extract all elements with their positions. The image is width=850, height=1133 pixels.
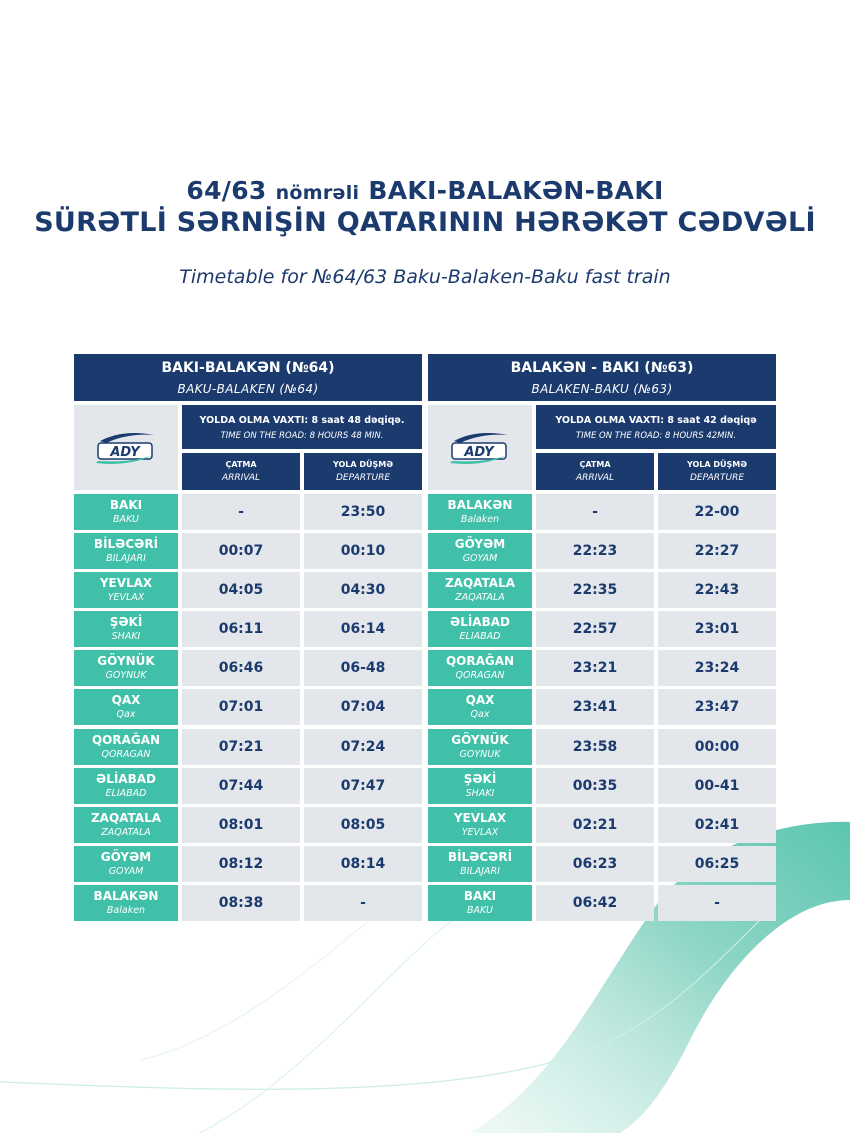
station-name-en: Qax — [470, 709, 490, 721]
station-name-en: BAKU — [112, 514, 140, 525]
title-route: BAKI-BALAKƏN-BAKI — [368, 176, 664, 205]
arrival-time: 02:21 — [536, 807, 654, 843]
station-name: YEVLAX — [453, 810, 507, 825]
table-title: BAKI-BALAKƏN (№64) — [161, 360, 335, 376]
ady-logo-icon — [92, 431, 160, 467]
departure-time: - — [304, 885, 422, 921]
station-cell — [74, 689, 178, 725]
arrival-time: 07:44 — [182, 768, 300, 804]
table-title-en: BALAKEN-BAKU (№63) — [531, 382, 673, 396]
travel-time-box — [182, 405, 422, 449]
table-row — [74, 650, 422, 689]
station-name: ƏLİABAD — [450, 615, 510, 630]
station-cell — [428, 689, 532, 725]
table-rows — [74, 494, 422, 924]
departure-time: 06:14 — [304, 611, 422, 647]
title-number: 64/63 — [186, 176, 267, 205]
station-name-en: ZAQATALA — [101, 826, 151, 838]
departure-time: 04:30 — [304, 572, 422, 608]
station-name-en: SHAKI — [465, 787, 495, 799]
station-cell — [428, 533, 532, 569]
station-name-en: QORAGAN — [101, 748, 151, 760]
table-row — [428, 807, 776, 846]
station-name: BALAKƏN — [93, 888, 159, 903]
departure-time: 23:01 — [658, 611, 776, 647]
station-name: GÖYNÜK — [97, 654, 155, 669]
table-row — [74, 807, 422, 846]
departure-time: 00:10 — [304, 533, 422, 569]
station-name-en: Balaken — [106, 904, 146, 916]
station-name-en: ELIABAD — [459, 631, 501, 643]
table-row — [428, 494, 776, 533]
station-name-en: BILAJARI — [460, 865, 500, 877]
departure-time: 07:04 — [304, 689, 422, 725]
travel-time: YOLDA OLMA VAXTI: 8 saat 48 dəqiqə. — [199, 415, 405, 426]
station-name: ƏLİABAD — [96, 771, 156, 786]
table-row — [74, 846, 422, 885]
station-cell — [74, 807, 178, 843]
arrival-time: 06:11 — [182, 611, 300, 647]
table-row — [74, 572, 422, 611]
arrival-time: 22:57 — [536, 611, 654, 647]
departure-label-en: DEPARTURE — [689, 473, 745, 483]
station-name: ZAQATALA — [444, 576, 516, 591]
travel-time-en: TIME ON THE ROAD: 8 HOURS 42MIN. — [575, 431, 737, 441]
station-name: BİLƏCƏRİ — [447, 849, 513, 864]
table-row — [428, 846, 776, 885]
station-name-en: ELIABAD — [105, 787, 147, 799]
departure-time: 07:47 — [304, 768, 422, 804]
travel-time-box — [536, 405, 776, 449]
station-name: QORAĞAN — [445, 654, 515, 669]
logo-text: ADY — [110, 445, 140, 460]
departure-column-header — [304, 453, 422, 490]
arrival-time: 04:05 — [182, 572, 300, 608]
station-name-en: YEVLAX — [461, 826, 499, 838]
station-name-en: BAKU — [466, 904, 494, 916]
arrival-label-en: ARRIVAL — [221, 473, 261, 483]
departure-time: 22:27 — [658, 533, 776, 569]
departure-time: 00-41 — [658, 768, 776, 804]
arrival-time: 23:41 — [536, 689, 654, 725]
station-cell — [74, 572, 178, 608]
departure-label: YOLA DÜŞMƏ — [686, 460, 748, 469]
station-cell — [74, 885, 178, 921]
arrival-time: - — [536, 494, 654, 530]
arrival-column-header — [182, 453, 300, 490]
table-header — [428, 354, 776, 401]
ady-logo-icon — [446, 431, 514, 467]
departure-time: 23:50 — [304, 494, 422, 530]
departure-time: 06:25 — [658, 846, 776, 882]
station-name: QORAĞAN — [91, 732, 161, 747]
station-cell — [428, 846, 532, 882]
arrival-time: 22:35 — [536, 572, 654, 608]
station-name-en: GOYAM — [462, 553, 498, 565]
departure-time: 07:24 — [304, 729, 422, 765]
ady-logo — [428, 405, 532, 490]
station-cell — [428, 768, 532, 804]
station-name: GÖYƏM — [100, 849, 152, 864]
table-row — [74, 611, 422, 650]
table-row — [428, 768, 776, 807]
table-row — [428, 611, 776, 650]
arrival-time: 07:01 — [182, 689, 300, 725]
table-row — [74, 729, 422, 768]
departure-time: 22:43 — [658, 572, 776, 608]
station-cell — [428, 611, 532, 647]
arrival-time: 22:23 — [536, 533, 654, 569]
arrival-time: 08:12 — [182, 846, 300, 882]
page-title-line-2: SÜRƏTLİ SƏRNİŞİN QATARININ HƏRƏKƏT CƏDVƏLİ — [34, 207, 816, 238]
table-row — [428, 650, 776, 689]
station-name-en: Qax — [116, 709, 136, 721]
table-row — [74, 768, 422, 807]
departure-label: YOLA DÜŞMƏ — [332, 460, 394, 469]
station-name-en: SHAKI — [111, 631, 141, 643]
page-title-line-1 — [0, 176, 850, 205]
station-name-en: Balaken — [460, 514, 500, 525]
station-name: GÖYƏM — [454, 537, 506, 552]
title-word: nömrəli — [275, 182, 360, 204]
departure-time: 08:05 — [304, 807, 422, 843]
ady-logo — [74, 405, 178, 490]
page-subtitle: Timetable for №64/63 Baku-Balaken-Baku fast train — [179, 266, 671, 288]
station-cell — [428, 807, 532, 843]
arrival-time: 07:21 — [182, 729, 300, 765]
table-row — [428, 885, 776, 924]
arrival-time: 06:42 — [536, 885, 654, 921]
departure-column-header — [658, 453, 776, 490]
station-name-en: GOYAM — [108, 865, 144, 877]
station-name: YEVLAX — [99, 576, 153, 591]
station-name: ŞƏKİ — [109, 615, 143, 630]
arrival-label: ÇATMA — [225, 460, 257, 469]
station-name-en: ZAQATALA — [455, 592, 505, 604]
station-cell — [74, 650, 178, 686]
arrival-time: 23:58 — [536, 729, 654, 765]
station-cell — [428, 885, 532, 921]
station-cell — [74, 768, 178, 804]
table-row — [74, 885, 422, 924]
logo-text: ADY — [464, 445, 494, 460]
arrival-time: 23:21 — [536, 650, 654, 686]
station-name-en: GOYNUK — [105, 670, 147, 682]
station-cell — [74, 533, 178, 569]
table-row — [428, 689, 776, 728]
station-cell — [74, 494, 178, 530]
departure-time: 00:00 — [658, 729, 776, 765]
arrival-time: 08:01 — [182, 807, 300, 843]
arrival-label: ÇATMA — [579, 460, 611, 469]
station-name: GÖYNÜK — [451, 732, 509, 747]
departure-time: 23:24 — [658, 650, 776, 686]
arrival-time: 00:07 — [182, 533, 300, 569]
table-row — [74, 494, 422, 533]
table-row — [74, 533, 422, 572]
station-cell — [428, 572, 532, 608]
arrival-column-header — [536, 453, 654, 490]
station-name: BAKI — [109, 498, 143, 512]
station-name-en: GOYNUK — [459, 748, 501, 760]
departure-time: 08:14 — [304, 846, 422, 882]
station-name: ZAQATALA — [90, 810, 162, 825]
station-name: BALAKƏN — [447, 498, 513, 512]
station-name: BİLƏCƏRİ — [93, 537, 159, 552]
table-row — [428, 729, 776, 768]
table-row — [428, 533, 776, 572]
departure-time: 06-48 — [304, 650, 422, 686]
travel-time-en: TIME ON THE ROAD: 8 HOURS 48 MIN. — [220, 431, 384, 441]
departure-time: 22-00 — [658, 494, 776, 530]
station-name: BAKI — [463, 888, 497, 903]
arrival-time: - — [182, 494, 300, 530]
table-title-en: BAKU-BALAKEN (№64) — [177, 382, 319, 396]
table-rows — [428, 494, 776, 924]
station-name: QAX — [465, 693, 495, 708]
arrival-time: 06:23 — [536, 846, 654, 882]
table-header — [74, 354, 422, 401]
arrival-time: 06:46 — [182, 650, 300, 686]
station-cell — [428, 494, 532, 530]
table-row — [74, 689, 422, 728]
table-row — [428, 572, 776, 611]
departure-time: 23:47 — [658, 689, 776, 725]
station-name-en: QORAGAN — [455, 670, 505, 682]
station-cell — [428, 729, 532, 765]
arrival-time: 00:35 — [536, 768, 654, 804]
station-cell — [74, 729, 178, 765]
table-title: BALAKƏN - BAKI (№63) — [510, 360, 694, 376]
arrival-time: 08:38 — [182, 885, 300, 921]
arrival-label-en: ARRIVAL — [575, 473, 615, 483]
departure-time: - — [658, 885, 776, 921]
station-name-en: BILAJARI — [106, 553, 146, 565]
station-name-en: YEVLAX — [107, 592, 145, 604]
station-cell — [74, 846, 178, 882]
travel-time: YOLDA OLMA VAXTI: 8 saat 42 dəqiqə — [555, 415, 757, 426]
station-cell — [74, 611, 178, 647]
departure-time: 02:41 — [658, 807, 776, 843]
station-name: ŞƏKİ — [463, 771, 497, 786]
departure-label-en: DEPARTURE — [335, 473, 391, 483]
station-name: QAX — [111, 693, 141, 708]
station-cell — [428, 650, 532, 686]
